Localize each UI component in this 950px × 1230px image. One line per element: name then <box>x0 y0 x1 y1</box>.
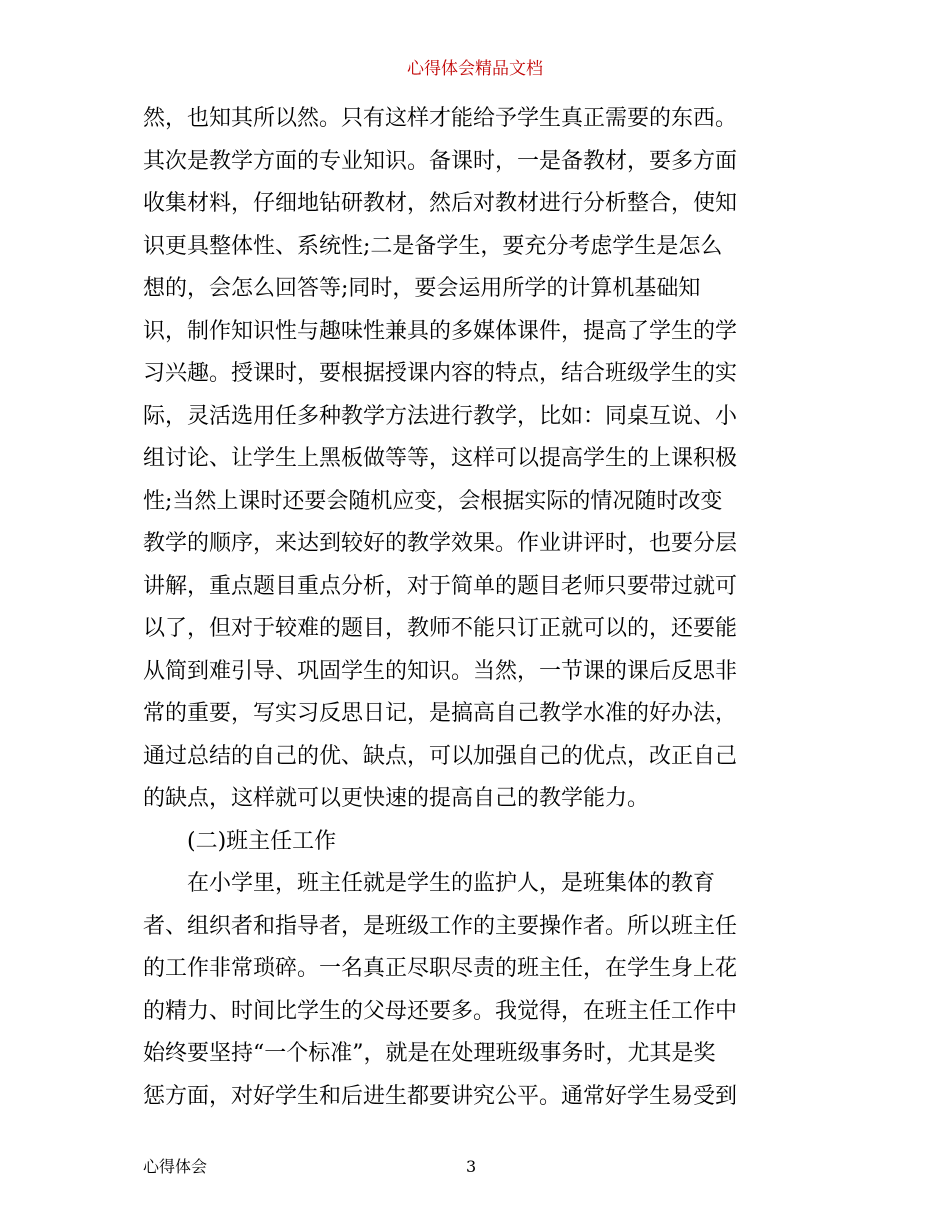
text-line: 收集材料，仔细地钻研教材，然后对教材进行分析整合，使知 <box>143 191 738 216</box>
section-heading: (二)班主任工作 <box>187 828 337 854</box>
text-line: 始终要坚持“一个标准”，就是在处理班级事务时，尤其是奖 <box>143 1041 716 1066</box>
footer-label: 心得体会 <box>143 1157 208 1176</box>
text-line: 者、组织者和指导者，是班级工作的主要操作者。所以班主任 <box>143 913 738 939</box>
text-line: 讲解，重点题目重点分析，对于简单的题目老师只要带过就可 <box>143 573 738 599</box>
text-line: 的工作非常琐碎。一名真正尽职尽责的班主任，在学生身上花 <box>143 956 738 981</box>
text-line: 想的，会怎么回答等;同时，要会运用所学的计算机基础知 <box>143 276 701 301</box>
text-line: 教学的顺序，来达到较好的教学效果。作业讲评时，也要分层 <box>143 531 738 556</box>
text-line: 常的重要，写实习反思日记，是搞高自己教学水准的好办法， <box>143 701 738 726</box>
text-line: 以了，但对于较难的题目，教师不能只订正就可以的，还要能 <box>143 616 738 641</box>
text-line: 在小学里，班主任就是学生的监护人，是班集体的教育 <box>187 871 716 896</box>
text-line: 的精力、时间比学生的父母还要多。我觉得，在班主任工作中 <box>143 998 738 1024</box>
text-line: 性;当然上课时还要会随机应变，会根据实际的情况随时改变 <box>143 488 723 514</box>
text-line: 其次是教学方面的专业知识。备课时，一是备教材，要多方面 <box>143 148 738 174</box>
text-line: 从简到难引导、巩固学生的知识。当然，一节课的课后反思非 <box>143 658 738 684</box>
text-line: 识，制作知识性与趣味性兼具的多媒体课件，提高了学生的学 <box>143 318 738 344</box>
text-line: 的缺点，这样就可以更快速的提高自己的教学能力。 <box>143 786 650 811</box>
text-line: 识更具整体性、系统性;二是备学生，要充分考虑学生是怎么 <box>143 233 723 259</box>
text-line: 际，灵活选用任多种教学方法进行教学，比如：同桌互说、小 <box>143 403 738 429</box>
text-line: 惩方面，对好学生和后进生都要讲究公平。通常好学生易受到 <box>143 1083 738 1109</box>
page-number: 3 <box>466 1157 477 1176</box>
text-line: 组讨论、让学生上黑板做等等，这样可以提高学生的上课积极 <box>143 446 738 471</box>
body-text <box>143 98 815 1118</box>
text-line: 然，也知其所以然。只有这样才能给予学生真正需要的东西。 <box>143 106 738 131</box>
text-line: 通过总结的自己的优、缺点，可以加强自己的优点，改正自己 <box>143 743 738 769</box>
page-header-title: 心得体会精品文档 <box>407 59 543 79</box>
text-line: 习兴趣。授课时，要根据授课内容的特点，结合班级学生的实 <box>143 361 738 386</box>
